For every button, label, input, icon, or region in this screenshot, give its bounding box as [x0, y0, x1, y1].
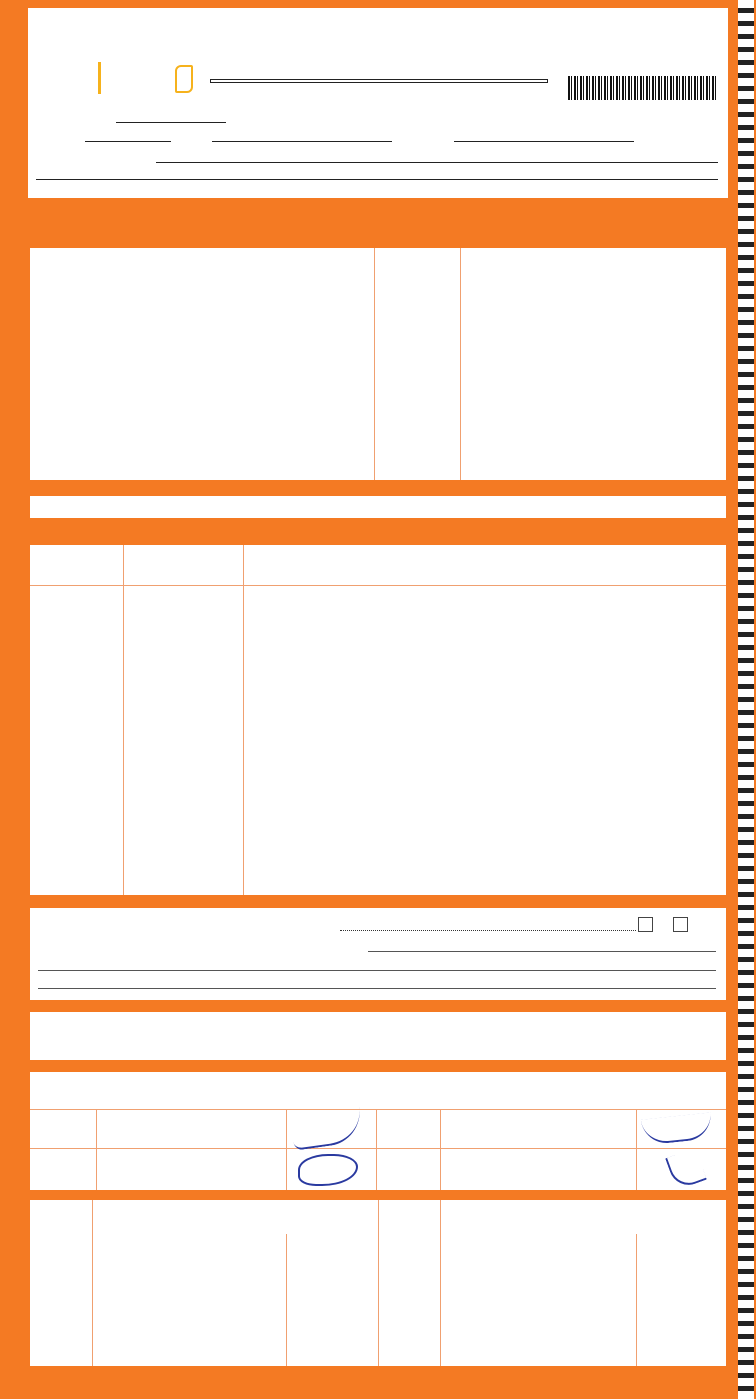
barcode-icon: [568, 76, 716, 100]
mesa-div-d: [440, 1109, 441, 1190]
ubicacion-underline-2: [36, 179, 718, 180]
rep-div-e: [636, 1234, 637, 1366]
header-panel: [28, 8, 728, 198]
seccion-underline: [85, 141, 171, 142]
mesa-row-2-top: [30, 1148, 726, 1149]
items-panel: [30, 248, 726, 480]
mesa-div-b: [286, 1109, 287, 1190]
incidentes-dots: [340, 930, 636, 931]
no-option[interactable]: [673, 916, 688, 932]
mesa-panel: [30, 1072, 726, 1190]
mesa-row-1-top: [30, 1109, 726, 1110]
urna-box: [30, 496, 726, 518]
rep-div-d: [440, 1200, 441, 1366]
rep-div-c: [378, 1200, 379, 1366]
divider-letra: [460, 248, 461, 480]
ubicacion-underline-1: [156, 162, 718, 163]
legal-line-1: [30, 1012, 726, 1015]
municipio-underline: [454, 141, 634, 142]
sidebar-instruction: [1, 449, 23, 869]
res-divider-1: [123, 545, 124, 895]
representantes-panel: [30, 1200, 726, 1366]
mesa-div-c: [376, 1109, 377, 1190]
incidentes-line-3: [38, 988, 716, 989]
si-checkbox[interactable]: [638, 917, 653, 932]
secretario-signature: [641, 1112, 713, 1145]
edge-stripe: [738, 0, 754, 1399]
incidentes-panel: [30, 908, 726, 1000]
acta-label: [210, 79, 548, 83]
segundo-signature: [665, 1148, 707, 1191]
res-header-bottom: [30, 585, 726, 586]
casilla-underline: [212, 141, 392, 142]
no-checkbox[interactable]: [673, 917, 688, 932]
primer-signature: [298, 1154, 358, 1186]
nuevo-leon-icon: [175, 65, 193, 93]
mesa-div-e: [636, 1109, 637, 1190]
mesa-div-a: [96, 1109, 97, 1190]
resultados-panel: [30, 545, 726, 895]
legal-panel: [30, 1012, 726, 1060]
incidentes-line-2: [38, 970, 716, 971]
rep-div-b: [286, 1234, 287, 1366]
presidente-signature: [290, 1107, 364, 1150]
incidentes-line-1: [368, 951, 716, 952]
si-option[interactable]: [638, 916, 653, 932]
res-divider-2: [243, 545, 244, 895]
divider-numero: [374, 248, 375, 480]
rep-div-a: [92, 1200, 93, 1366]
distrito-underline: [116, 122, 226, 123]
cee-logo: [98, 62, 201, 94]
